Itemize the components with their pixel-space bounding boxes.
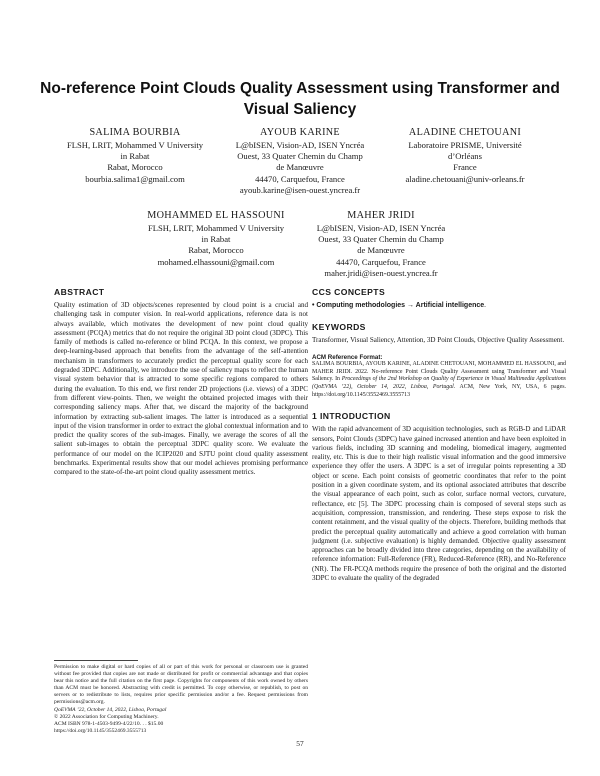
author-email: aladine.chetouani@univ-orleans.fr: [405, 173, 525, 184]
ccs-heading: CCS CONCEPTS: [312, 287, 386, 297]
keywords-heading: KEYWORDS: [312, 322, 366, 333]
author-affiliation: FLSH, LRIT, Mohammed V University: [66, 140, 204, 150]
author-block: [388, 126, 542, 185]
author-location: France: [453, 162, 477, 173]
abstract-text: Quality estimation of 3D objects/scenes represented by cloud point is a crucial and challenging task in computer vision. In real-world applications, reference data is not always available, which motivates the development of new point cloud quality assessment (PCQA) metrics that do not require the original 3D point cloud (3DPC). This family of methods is called no-reference or blind PCQA. In this context, we propose a deep-learning-based approach that benefits from the advantage of the self-attention mechanism in transformers to accurately predict the perceptual quality score for each degraded 3DPC. Additionally, we introduce the use of saliency maps to reflect the human visual system behavior that is attracted to some specific regions compared to others during the evaluation. To this end, we first render 2D projections (i.e. views) of a 3DPC from different view-points. Then, we weight the obtained projected images with their corresponding saliency maps. After that, we discard the majority of the background information by extracting sub-salient images. The latter is introduced as a sequential input of the vision transformer in order to extract the global contextual information and to predict the quality scores of the sub-images. Finally, we average the scores of all the salient sub-images to obtain the perceptual 3DPC quality score. We evaluate the performance of our model on the ICIP2020 and SJTU point cloud quality assessment benchmarks. Experimental results show that our model achieves promising performance compared to the state-of-the-art point cloud quality assessment metrics.: [54, 301, 308, 477]
author-email: mohamed.elhassouni@gmail.com: [157, 256, 275, 267]
author-email: ayoub.karine@isen-ouest.yncrea.fr: [239, 184, 361, 195]
author-name: MOHAMMED EL HASSOUNI: [147, 210, 285, 221]
venue-line: QoEVMA ’22, October 14, 2022, Lisboa, Portugal: [54, 706, 167, 713]
page-number: 57: [296, 739, 304, 748]
introduction-text: With the rapid advancement of 3D acquisition technologies, such as RGB-D and LiDAR sensors, Point Clouds (3DPC) have gained increased attention and have been exploited in various fields, including 3D scanning and modeling, biomedical imagery, augmented reality, etc. This is due to their high realistic visual information and the good immersive experience they offer the users. A 3DPC is a set of irregular points representing a 3D object or scene. Each point consists of geometric coordinates that refer to the point position in a given coordinate system, and its optional associated attributes that describe the visual appearance of each point, such as color, surface normal vectors, curvature, reflectance, etc [5]. The 3DPC processing chain is composed of several steps such as acquisition, compression, transmission, and rendering. These steps expose to risk the content retainment, and the visual quality of the objects. Therefore, building methods that predict the perceptual quality automatically and achieve a good correlation with human judgment (i.e. subjective evaluation) is highly demanded. Objective quality assessment approaches can be broadly divided into three categories, depending on the availability of reference information: Full-Reference (FR), Reduced-Reference (RR), and No-Reference (NR). The FR-PCQA methods require the presence of both the original and the distorted 3DPC to evaluate the quality of the degraded: [312, 425, 566, 583]
author-name: MAHER JRIDI: [347, 210, 415, 221]
left-column: [54, 287, 308, 478]
author-location: Rabat, Morocco: [107, 162, 163, 173]
ccs-period: .: [484, 301, 486, 309]
author-name: AYOUB KARINE: [260, 127, 340, 138]
author-affiliation: d’Orléans: [448, 151, 482, 162]
author-block: [140, 209, 292, 268]
author-affiliation: Laboratoire PRISME, Université: [408, 140, 522, 150]
author-location: 44470, Carquefou, France: [255, 173, 345, 184]
right-column: [312, 287, 566, 583]
ccs-concept: • Computing methodologies → Artificial intelligence: [312, 302, 485, 309]
introduction-heading: 1 INTRODUCTION: [312, 411, 391, 422]
reference-proceedings: Proceedings of the 2nd Workshop on Quality of Experience in Visual Multimedia Applications (QoEVMA ’22), October 14, 2022, Lisboa, Portugal.: [312, 376, 566, 391]
author-name: ALADINE CHETOUANI: [408, 127, 522, 138]
author-email: bourbia.salima1@gmail.com: [85, 173, 185, 184]
author-name: SALIMA BOURBIA: [89, 127, 181, 138]
reference-format: [312, 354, 566, 400]
author-affiliation: de Manœuvre: [357, 245, 405, 256]
author-block: [228, 126, 372, 196]
author-affiliation: L@bISEN, Vision-AD, ISEN Yncréa: [316, 223, 446, 233]
author-affiliation: L@bISEN, Vision-AD, ISEN Yncréa: [235, 140, 365, 150]
keywords-text: Transformer, Visual Saliency, Attention, 3D Point Clouds, Objective Quality Assessment.: [312, 336, 565, 345]
reference-format-label: ACM Reference Format:: [312, 353, 383, 361]
footnote-rule: [54, 660, 138, 661]
abstract-heading: ABSTRACT: [54, 287, 105, 297]
author-affiliation: Ouest, 33 Quater Chemin du Champ: [318, 234, 444, 245]
author-block: [60, 126, 210, 185]
author-affiliation: Ouest, 33 Quater Chemin du Champ: [237, 151, 363, 162]
author-location: 44470, Carquefou, France: [336, 256, 426, 267]
isbn-line: ACM ISBN 978-1-4503-9499-4/22/10. . . $15.00: [54, 720, 164, 727]
permission-footnote: [54, 664, 308, 735]
permission-text: Permission to make digital or hard copies of all or part of this work for personal or classroom use is granted without fee provided that copies are not made or distributed for profit or commercial advantage and that copies bear this notice and the full citation on the first page. Copyrights for components of this work owned by others than ACM must be honored. Abstracting with credit is permitted. To copy otherwise, or republish, to post on servers or to redistribute to lists, requires prior specific permission and/or a fee. Request permissions from permissions@acm.org.: [54, 664, 308, 706]
author-affiliation: de Manœuvre: [276, 162, 324, 173]
ccs-item: [312, 301, 566, 310]
doi-line: https://doi.org/10.1145/3552469.3555713: [54, 727, 147, 734]
copyright-line: © 2022 Association for Computing Machinery.: [54, 713, 159, 720]
paper-title: No-reference Point Clouds Quality Assessment using Transformer and Visual Saliency: [40, 80, 560, 118]
author-block: [306, 209, 456, 279]
author-affiliation: in Rabat: [120, 151, 150, 162]
author-affiliation: FLSH, LRIT, Mohammed V University: [147, 223, 285, 233]
author-affiliation: in Rabat: [201, 234, 231, 245]
author-email: maher.jridi@isen-ouest.yncrea.fr: [324, 267, 438, 278]
reference-authors-title: SALIMA BOURBIA, AYOUB KARINE, ALADINE CHETOUANI, MOHAMMED EL HASSOUNI, and MAHER JRIDI. 2022. No-reference Point Clouds Quality Assessment using Transformer and Visual Saliency. In: [312, 361, 566, 383]
reference-tail: ACM, New York, NY, USA, 6 pages. https://doi.org/10.1145/3552469.3555713: [312, 384, 566, 398]
author-location: Rabat, Morocco: [188, 245, 244, 256]
